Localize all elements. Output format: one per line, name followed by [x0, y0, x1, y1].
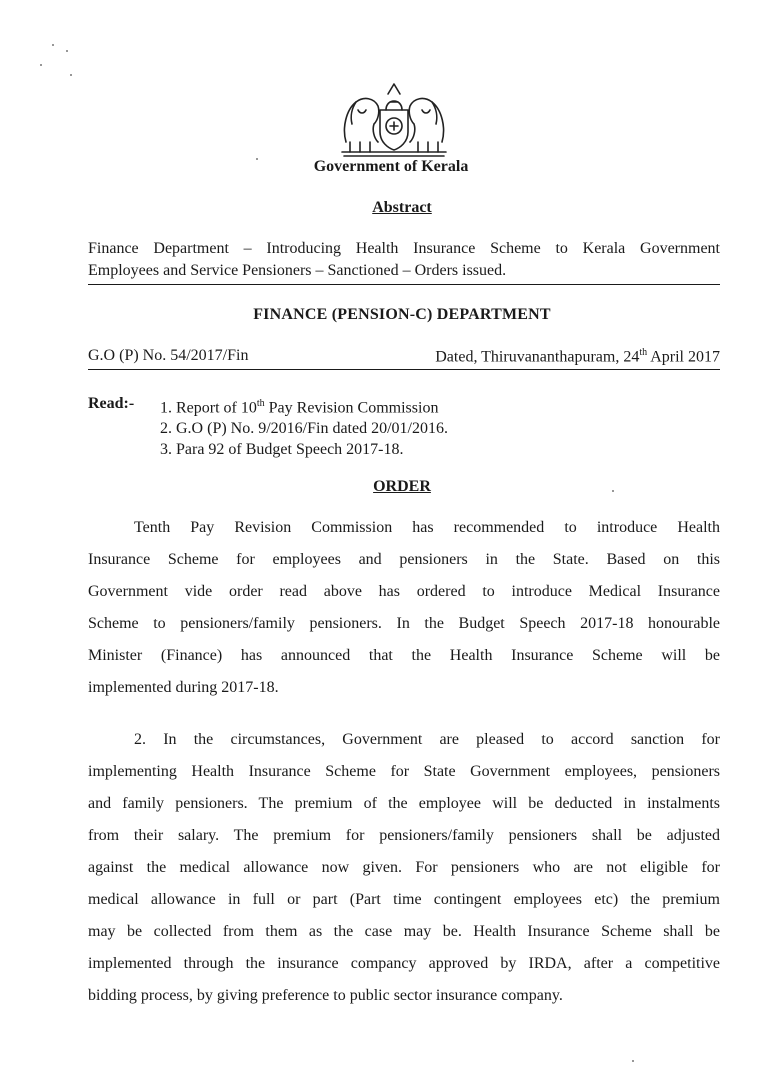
- go-number: G.O (P) No. 54/2017/Fin: [88, 347, 249, 364]
- go-reference-row: [88, 347, 720, 366]
- paragraph-line: Government vide order read above has ordered to introduce Medical Insurance: [88, 583, 720, 600]
- paragraph-line: implemented during 2017-18.: [88, 679, 279, 696]
- read-label: Read:-: [88, 395, 135, 412]
- order-heading: ORDER: [373, 478, 431, 495]
- subject-text: [88, 238, 720, 282]
- divider: [88, 369, 720, 370]
- paragraph-line: from their salary. The premium for pensioners/family pensioners shall be adjusted: [88, 827, 720, 844]
- scan-speck: [66, 50, 68, 52]
- go-date: Dated, Thiruvananthapuram, 24th April 2017: [435, 347, 720, 366]
- paragraph-line: Minister (Finance) has announced that the Health Insurance Scheme will be: [88, 647, 720, 664]
- paragraph-line: may be collected from them as the case may be. Health Insurance Scheme shall be: [88, 923, 720, 940]
- subject-line: Finance Department – Introducing Health Insurance Scheme to Kerala Government: [88, 240, 720, 257]
- scan-speck: [632, 1060, 634, 1062]
- paragraph-line: Scheme to pensioners/family pensioners. In the Budget Speech 2017-18 honourable: [88, 615, 720, 632]
- paragraph-2: [88, 724, 720, 1012]
- subject-line: Employees and Service Pensioners – Sanctioned – Orders issued.: [88, 262, 507, 279]
- scan-speck: [70, 74, 72, 76]
- read-item: 3. Para 92 of Budget Speech 2017-18.: [160, 441, 404, 459]
- paragraph-line: Tenth Pay Revision Commission has recommended to introduce Health: [134, 519, 720, 536]
- kerala-state-emblem-icon: [338, 80, 450, 160]
- paragraph-line: implemented through the insurance compancy approved by IRDA, after a competitive: [88, 955, 720, 972]
- paragraph-line: bidding process, by giving preference to public sector insurance company.: [88, 987, 563, 1004]
- read-item: 1. Report of 10th Pay Revision Commission: [160, 398, 439, 417]
- department-title: FINANCE (PENSION-C) DEPARTMENT: [253, 306, 551, 323]
- paragraph-line: and family pensioners. The premium of the employee will be deducted in instalments: [88, 795, 720, 812]
- divider: [88, 284, 720, 285]
- scan-speck: [256, 158, 258, 160]
- scan-speck: [612, 490, 614, 492]
- government-title: Government of Kerala: [313, 158, 469, 175]
- paragraph-1: [88, 512, 720, 704]
- read-item: 2. G.O (P) No. 9/2016/Fin dated 20/01/2016.: [160, 420, 448, 438]
- scan-speck: [40, 64, 42, 66]
- paragraph-line: medical allowance in full or part (Part time contingent employees etc) the premium: [88, 891, 720, 908]
- paragraph-line: implementing Health Insurance Scheme for State Government employees, pensioners: [88, 763, 720, 780]
- paragraph-line: against the medical allowance now given. For pensioners who are not eligible for: [88, 859, 720, 876]
- scan-speck: [52, 44, 54, 46]
- abstract-heading: Abstract: [372, 199, 432, 216]
- read-list: [160, 393, 448, 460]
- paragraph-line: 2. In the circumstances, Government are pleased to accord sanction for: [134, 731, 720, 748]
- paragraph-line: Insurance Scheme for employees and pensioners in the State. Based on this: [88, 551, 720, 568]
